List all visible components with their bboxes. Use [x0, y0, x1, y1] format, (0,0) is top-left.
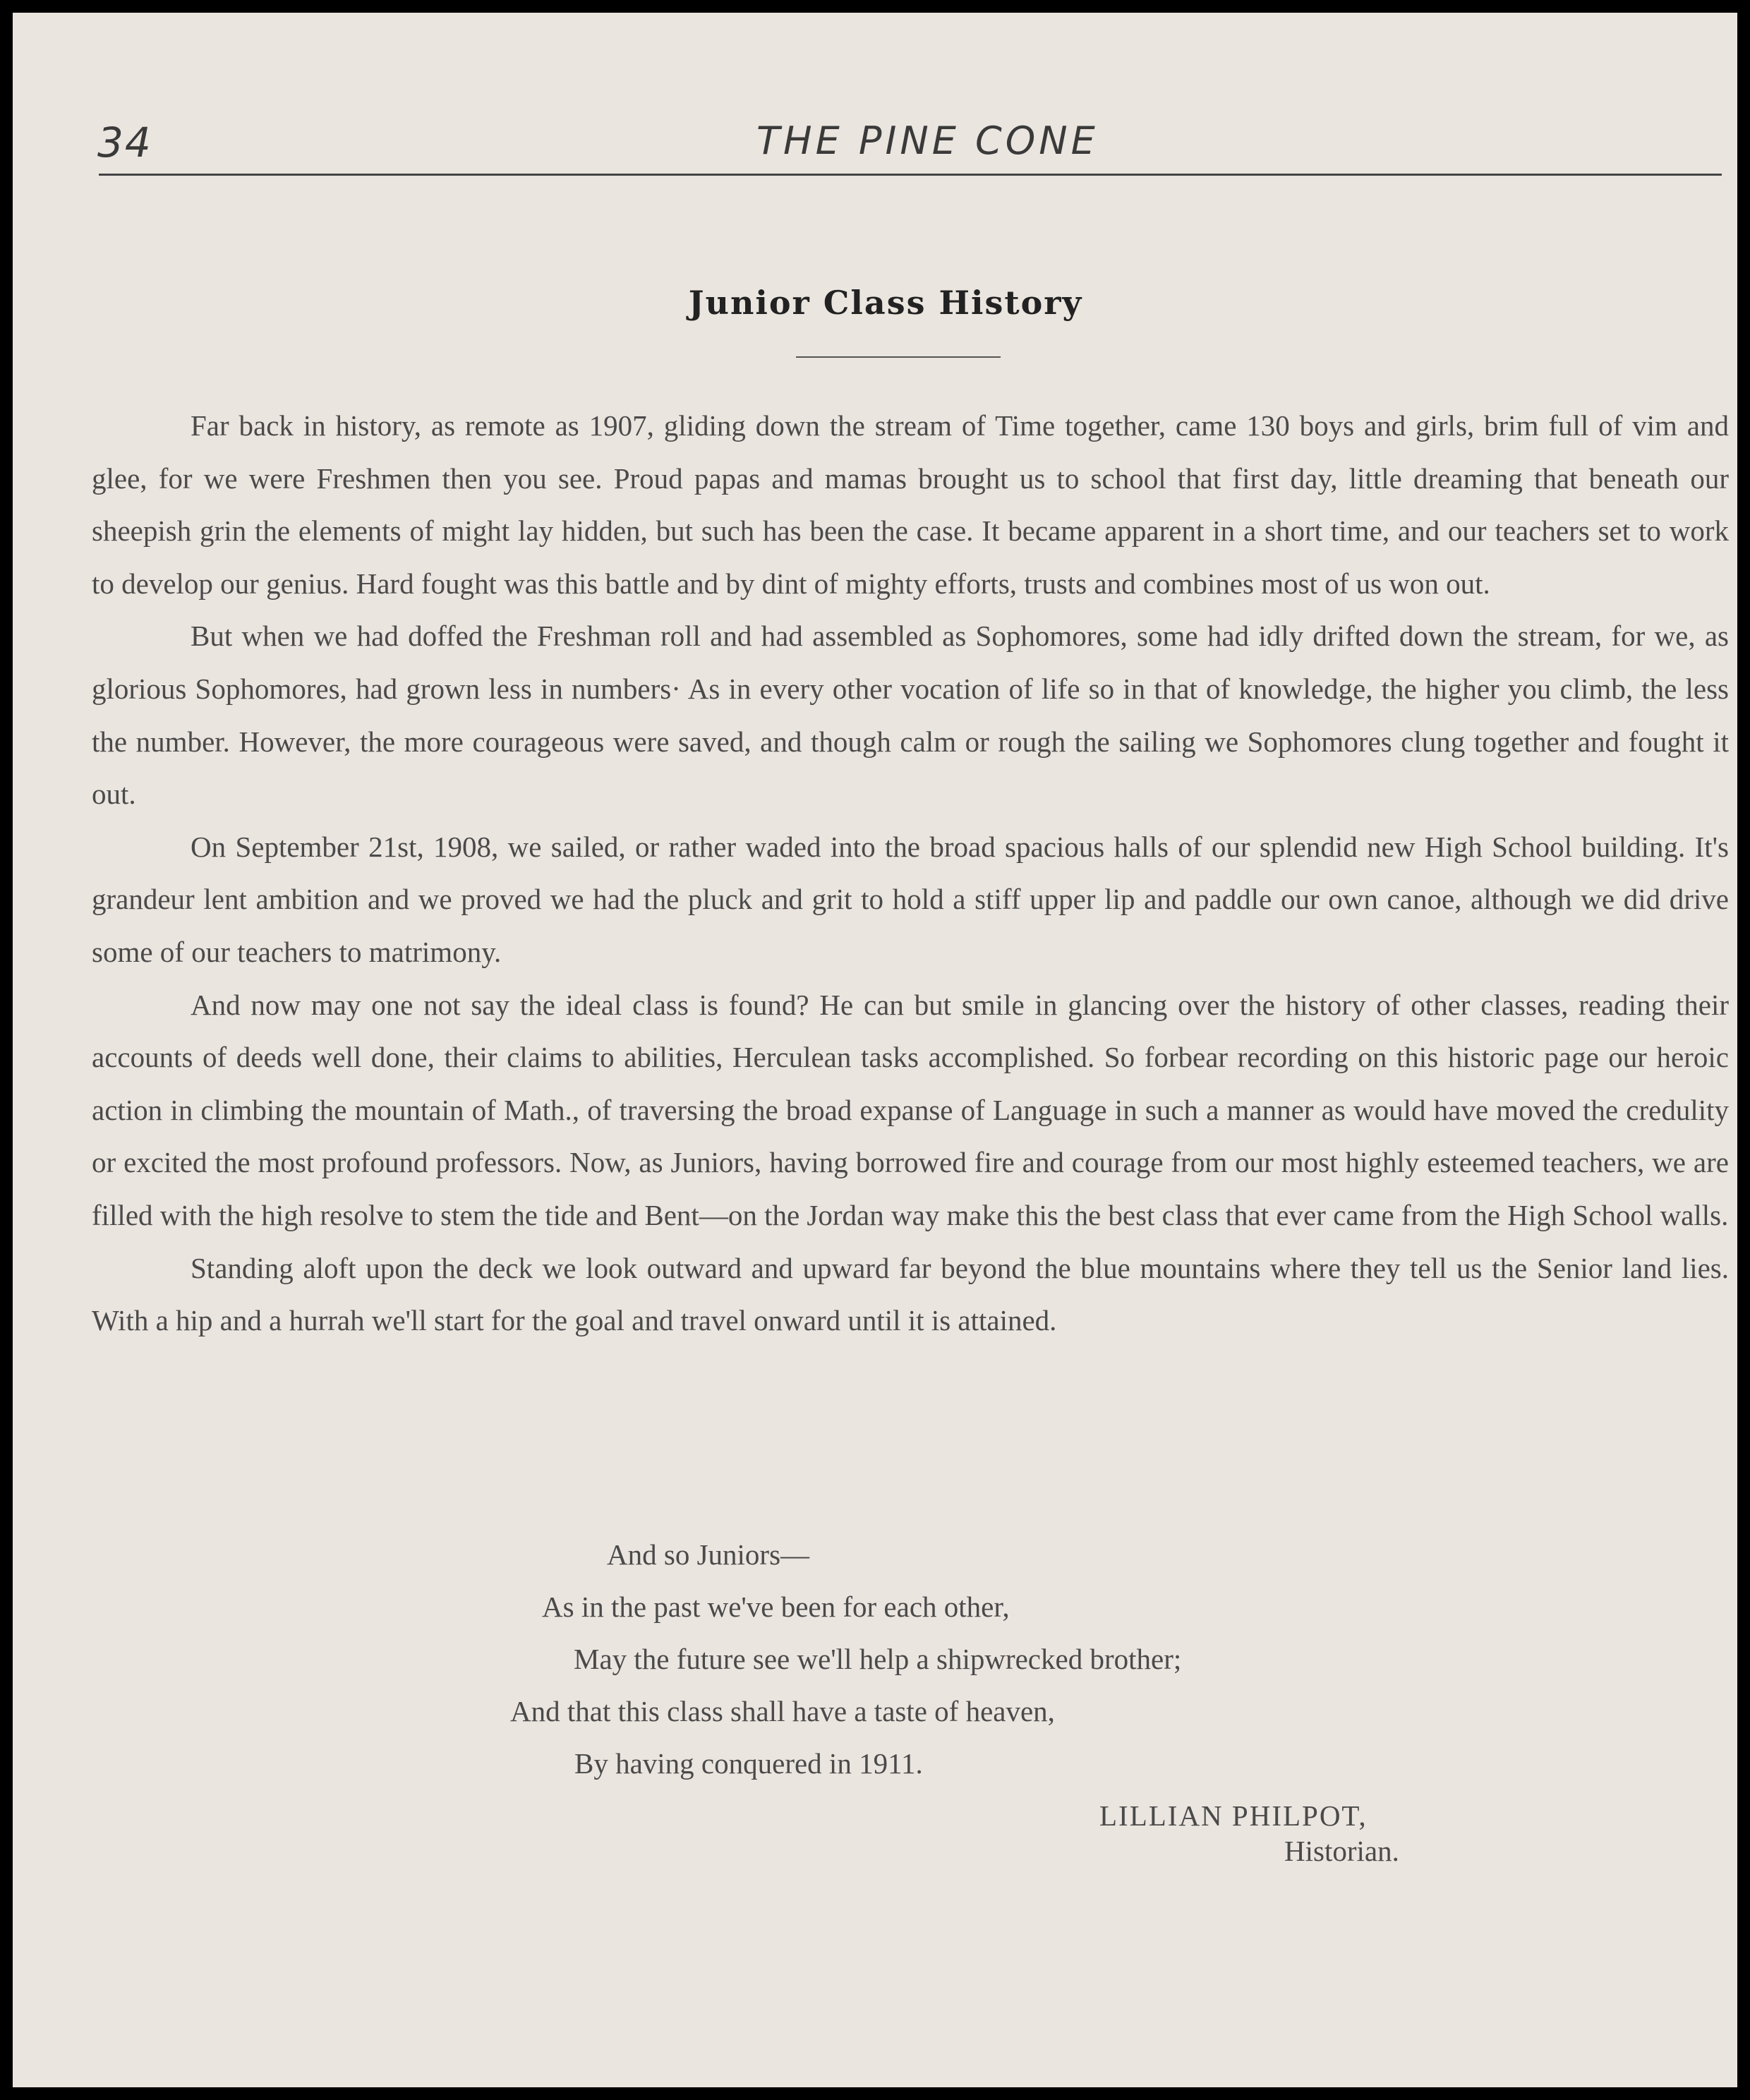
article-body	[92, 399, 1729, 1347]
header-rule	[99, 174, 1722, 176]
author-name: LILLIAN PHILPOT,	[1099, 1799, 1368, 1832]
verse-line: As in the past we've been for each other,	[542, 1591, 1010, 1623]
paragraph: Far back in history, as remote as 1907, gliding down the stream of Time together, came 130 boys and girls, brim full of vim and glee, for we were Freshmen then you see. Proud papas and mamas brought us to school that first day, little dreaming that beneath our sheepish grin the elements of might lay hidden, but such has been the case. It became apparent in a short time, and our teachers set to work to develop our genius. Hard fought was this battle and by dint of mighty efforts, trusts and combines most of us won out.	[92, 409, 1729, 600]
running-head	[86, 119, 1729, 182]
closing-verse	[13, 1528, 1737, 1790]
verse-line: And that this class shall have a taste of heaven,	[510, 1695, 1055, 1727]
verse-line: May the future see we'll help a shipwrecked brother;	[574, 1643, 1182, 1675]
paragraph: Standing aloft upon the deck we look outward and upward far beyond the blue mountains where they tell us the Senior land lies. With a hip and a hurrah we'll start for the goal and travel onward until it is attained.	[92, 1251, 1729, 1337]
book-page	[13, 13, 1737, 2087]
paragraph: And now may one not say the ideal class is found? He can but smile in glancing over the history of other classes, reading their accounts of deeds well done, their claims to abilities, Herculean tasks accomplished. So forbear recording on this historic page our heroic action in climbing the mountain of Math., of traversing the broad expanse of Language in such a manner as would have moved the credulity or excited the most profound professors. Now, as Juniors, having borrowed fire and courage from our most highly esteemed teachers, we are filled with the high resolve to stem the tide and Bent—on the Jordan way make this the best class that ever came from the High School walls.	[92, 988, 1729, 1231]
author-role: Historian.	[1284, 1835, 1399, 1867]
paragraph: But when we had doffed the Freshman roll and had assembled as Sophomores, some had idly drifted down the stream, for we, as glorious Sophomores, had grown less in numbers· As in every other vocation of life so in that of knowledge, the higher you climb, the less the number. However, the more courageous were saved, and though calm or rough the sailing we Sophomores clung together and fought it out.	[92, 620, 1729, 811]
verse-line: And so Juniors—	[607, 1538, 810, 1571]
article-title: Junior Class History	[688, 284, 1083, 322]
title-rule	[796, 356, 1001, 358]
paragraph: On September 21st, 1908, we sailed, or rather waded into the broad spacious halls of our splendid new High School building. It's grandeur lent ambition and we proved we had the pluck and grit to hold a stiff upper lip and paddle our own canoe, although we did drive some of our teachers to matrimony.	[92, 830, 1729, 968]
journal-title: THE PINE CONE	[756, 119, 1099, 163]
signature-block	[1099, 1798, 1452, 1869]
verse-line: By having conquered in 1911.	[574, 1747, 923, 1780]
page-number: 34	[97, 119, 152, 167]
